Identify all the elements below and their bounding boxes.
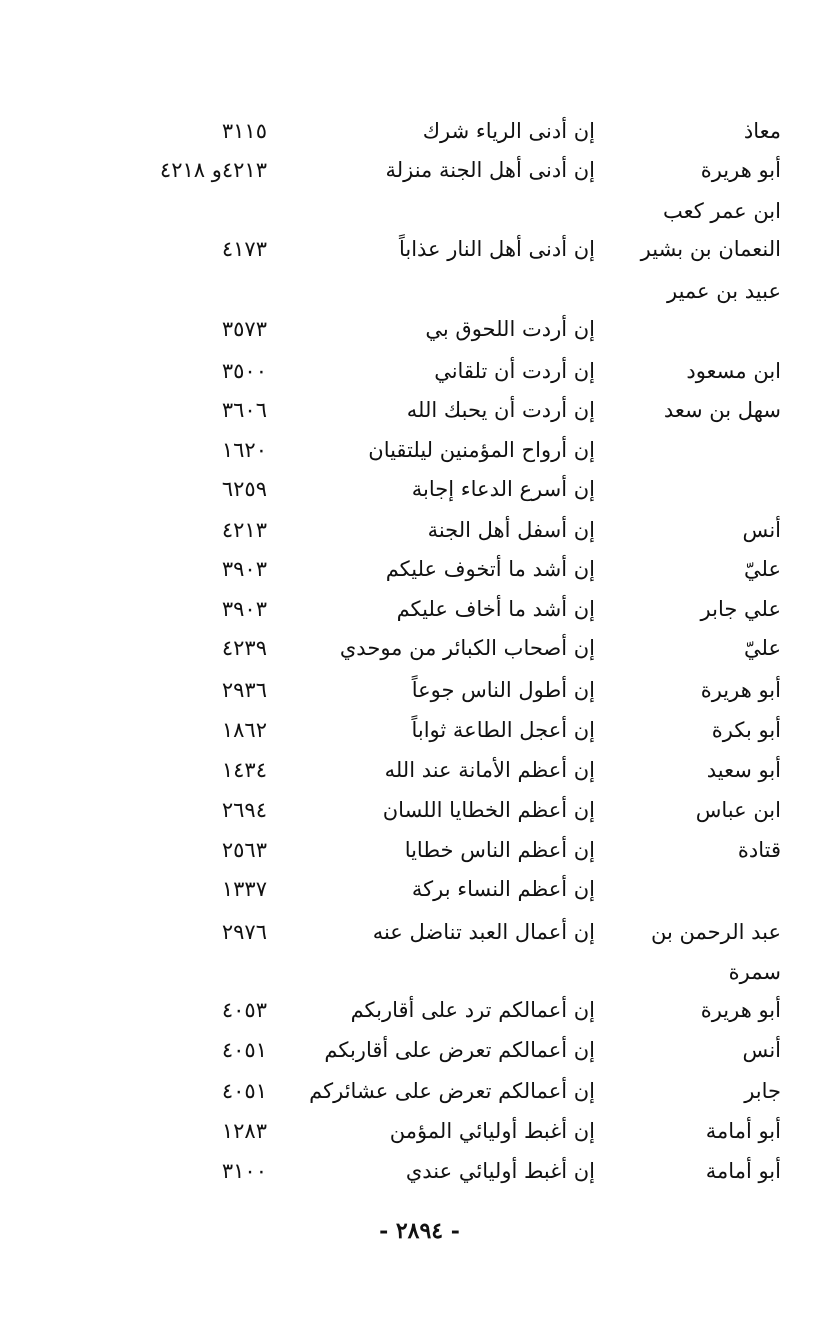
index-entry (0, 153, 839, 193)
narrator-name: ابن عمر كعب (662, 199, 781, 223)
hadith-text: إن أشد ما أتخوف عليكم (385, 557, 595, 581)
index-entry (0, 631, 839, 671)
index-entry (0, 393, 839, 433)
hadith-text: إن أصحاب الكبائر من موحدي (339, 636, 595, 660)
page-number: - ٢٨٩٤ - (379, 1218, 460, 1244)
narrator-name: ابن مسعود (686, 359, 781, 383)
hadith-reference-number: ١٨٦٢ (221, 718, 267, 742)
hadith-text: إن أغبط أوليائي المؤمن (389, 1119, 595, 1143)
index-entry (0, 1033, 839, 1073)
narrator-name: جابر (744, 1079, 781, 1103)
hadith-text: إن أسفل أهل الجنة (427, 518, 595, 542)
hadith-reference-number: ٣٦٠٦ (221, 398, 267, 422)
hadith-text: إن أعمال العبد تناضل عنه (372, 920, 595, 944)
narrator-name: سمرة (728, 960, 781, 984)
hadith-reference-number: ٤٠٥١ (221, 1079, 267, 1103)
index-entry (0, 232, 839, 272)
narrator-name: علي جابر (700, 597, 781, 621)
hadith-text: إن أعظم الناس خطايا (404, 838, 595, 862)
index-entry (0, 274, 839, 314)
index-entry (0, 194, 839, 234)
hadith-text: إن أعظم النساء بركة (411, 877, 595, 901)
narrator-name: أبو سعيد (706, 758, 781, 782)
hadith-reference-number: ١٦٢٠ (221, 438, 267, 462)
hadith-text: إن أشد ما أخاف عليكم (396, 597, 595, 621)
index-entry (0, 114, 839, 154)
hadith-reference-number: ٢٩٧٦ (221, 920, 267, 944)
index-entry (0, 673, 839, 713)
index-entry (0, 713, 839, 753)
hadith-reference-number: ٢٥٦٣ (221, 838, 267, 862)
index-entry (0, 753, 839, 793)
narrator-name: أنس (742, 518, 781, 542)
narrator-name: أبو هريرة (700, 678, 781, 702)
index-entry (0, 592, 839, 632)
hadith-text: إن أطول الناس جوعاً (411, 678, 595, 702)
narrator-name: قتادة (737, 838, 781, 862)
hadith-reference-number: ٣٥٠٠ (221, 359, 267, 383)
hadith-reference-number: ٤٢١٣و ٤٢١٨ (159, 158, 267, 182)
hadith-text: إن أعمالكم تعرض على عشائركم (309, 1079, 595, 1103)
hadith-text: إن أدنى أهل الجنة منزلة (385, 158, 595, 182)
narrator-name: عليّ (744, 636, 781, 660)
hadith-reference-number: ٢٩٣٦ (221, 678, 267, 702)
narrator-name: أبو أمامة (705, 1159, 781, 1183)
hadith-reference-number: ٣١١٥ (221, 119, 267, 143)
hadith-reference-number: ١٢٨٣ (221, 1119, 267, 1143)
hadith-reference-number: ٣٩٠٣ (221, 557, 267, 581)
hadith-text: إن أعمالكم ترد على أقاربكم (350, 998, 595, 1022)
narrator-name: أنس (742, 1038, 781, 1062)
index-entry (0, 993, 839, 1033)
narrator-name: ابن عباس (695, 798, 781, 822)
hadith-reference-number: ٤٢١٣ (221, 518, 267, 542)
index-entry (0, 433, 839, 473)
index-entry (0, 312, 839, 352)
index-entry (0, 872, 839, 912)
hadith-reference-number: ٢٦٩٤ (221, 798, 267, 822)
narrator-name: معاذ (743, 119, 781, 143)
index-entry (0, 513, 839, 553)
hadith-text: إن أعظم الخطايا اللسان (382, 798, 595, 822)
hadith-reference-number: ١٣٣٧ (221, 877, 267, 901)
index-entry (0, 1154, 839, 1194)
hadith-reference-number: ٤٢٣٩ (221, 636, 267, 660)
hadith-reference-number: ٤١٧٣ (221, 237, 267, 261)
hadith-text: إن أرواح المؤمنين ليلتقيان (368, 438, 595, 462)
hadith-reference-number: ٤٠٥١ (221, 1038, 267, 1062)
hadith-text: إن أردت اللحوق بي (425, 317, 595, 341)
index-entry (0, 552, 839, 592)
narrator-name: عليّ (744, 557, 781, 581)
narrator-name: أبو هريرة (700, 998, 781, 1022)
index-entry (0, 793, 839, 833)
index-entry (0, 915, 839, 955)
narrator-name: عبيد بن عمير (666, 279, 781, 303)
hadith-text: إن أسرع الدعاء إجابة (411, 477, 595, 501)
hadith-reference-number: ٣٩٠٣ (221, 597, 267, 621)
hadith-reference-number: ٣١٠٠ (221, 1159, 267, 1183)
narrator-name: عبد الرحمن بن (651, 920, 781, 944)
index-entry (0, 1114, 839, 1154)
hadith-text: إن أردت أن يحبك الله (406, 398, 595, 422)
hadith-reference-number: ٣٥٧٣ (221, 317, 267, 341)
index-entry (0, 472, 839, 512)
index-entry (0, 955, 839, 995)
hadith-reference-number: ٦٢٥٩ (221, 477, 267, 501)
hadith-text: إن أدنى الرياء شرك (422, 119, 595, 143)
index-entry (0, 1074, 839, 1114)
narrator-name: سهل بن سعد (663, 398, 781, 422)
hadith-text: إن أعجل الطاعة ثواباً (411, 718, 595, 742)
narrator-name: النعمان بن بشير (640, 237, 781, 261)
index-entry (0, 354, 839, 394)
hadith-reference-number: ٤٠٥٣ (221, 998, 267, 1022)
hadith-text: إن أعمالكم تعرض على أقاربكم (324, 1038, 595, 1062)
index-entry (0, 833, 839, 873)
narrator-name: أبو أمامة (705, 1119, 781, 1143)
hadith-text: إن أردت أن تلقاني (434, 359, 595, 383)
narrator-name: أبو بكرة (711, 718, 781, 742)
hadith-text: إن أدنى أهل النار عذاباً (398, 237, 595, 261)
hadith-text: إن أعظم الأمانة عند الله (384, 758, 595, 782)
hadith-text: إن أغبط أوليائي عندي (405, 1159, 595, 1183)
hadith-reference-number: ١٤٣٤ (221, 758, 267, 782)
narrator-name: أبو هريرة (700, 158, 781, 182)
